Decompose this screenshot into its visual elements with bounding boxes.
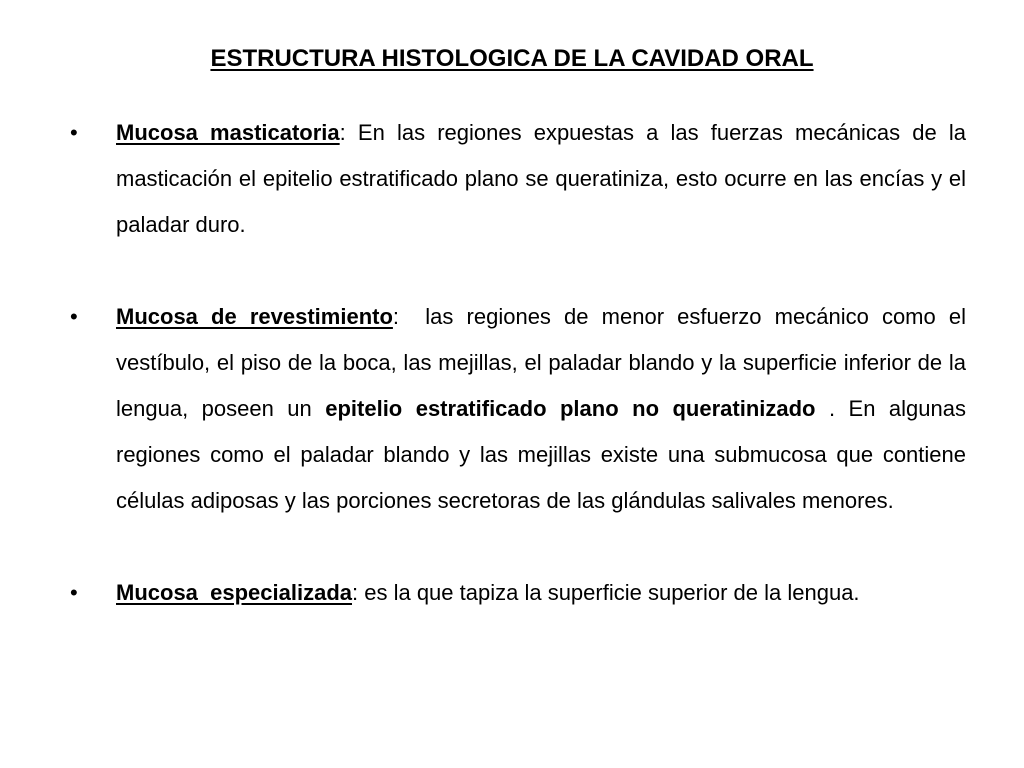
bullet-icon: • <box>70 304 78 329</box>
bullet-icon: • <box>70 580 78 605</box>
bullet-text-before: las regiones de menor esfuerzo mecánico como el vestíbulo, el piso de la boca, las mejillas, el paladar blando y la superficie inferior de la lengua, poseen un <box>116 304 973 421</box>
bullet-text-after: . En algunas regiones como el paladar blando y las mejillas existe una submucosa que contiene células adiposas y las porciones secretoras de las glándulas salivales menores. <box>116 396 966 513</box>
bullet-list <box>70 110 973 616</box>
bullet-separator: : <box>352 580 359 605</box>
bullet-term: Mucosa especializada <box>116 580 352 605</box>
bullet-separator: : <box>392 304 400 329</box>
bullet-mucosa-masticatoria <box>70 110 966 248</box>
bullet-mucosa-especializada <box>70 570 966 616</box>
bullet-separator: : <box>339 120 346 145</box>
bullet-icon: • <box>70 120 78 145</box>
bullet-mucosa-revestimiento <box>70 294 973 524</box>
bullet-text: es la que tapiza la superficie superior de la lengua. <box>358 580 860 605</box>
bullet-text: En las regiones expuestas a las fuerzas mecánicas de la masticación el epitelio estratificado plano se queratiniza, esto ocurre en las encías y el paladar duro. <box>116 120 966 237</box>
slide-title: ESTRUCTURA HISTOLOGICA DE LA CAVIDAD ORAL <box>210 45 814 72</box>
bullet-term: Mucosa de revestimiento <box>116 304 393 329</box>
bullet-bold-text: epitelio estratificado plano no queratinizado <box>325 396 816 421</box>
bullet-term: Mucosa masticatoria <box>116 120 340 145</box>
